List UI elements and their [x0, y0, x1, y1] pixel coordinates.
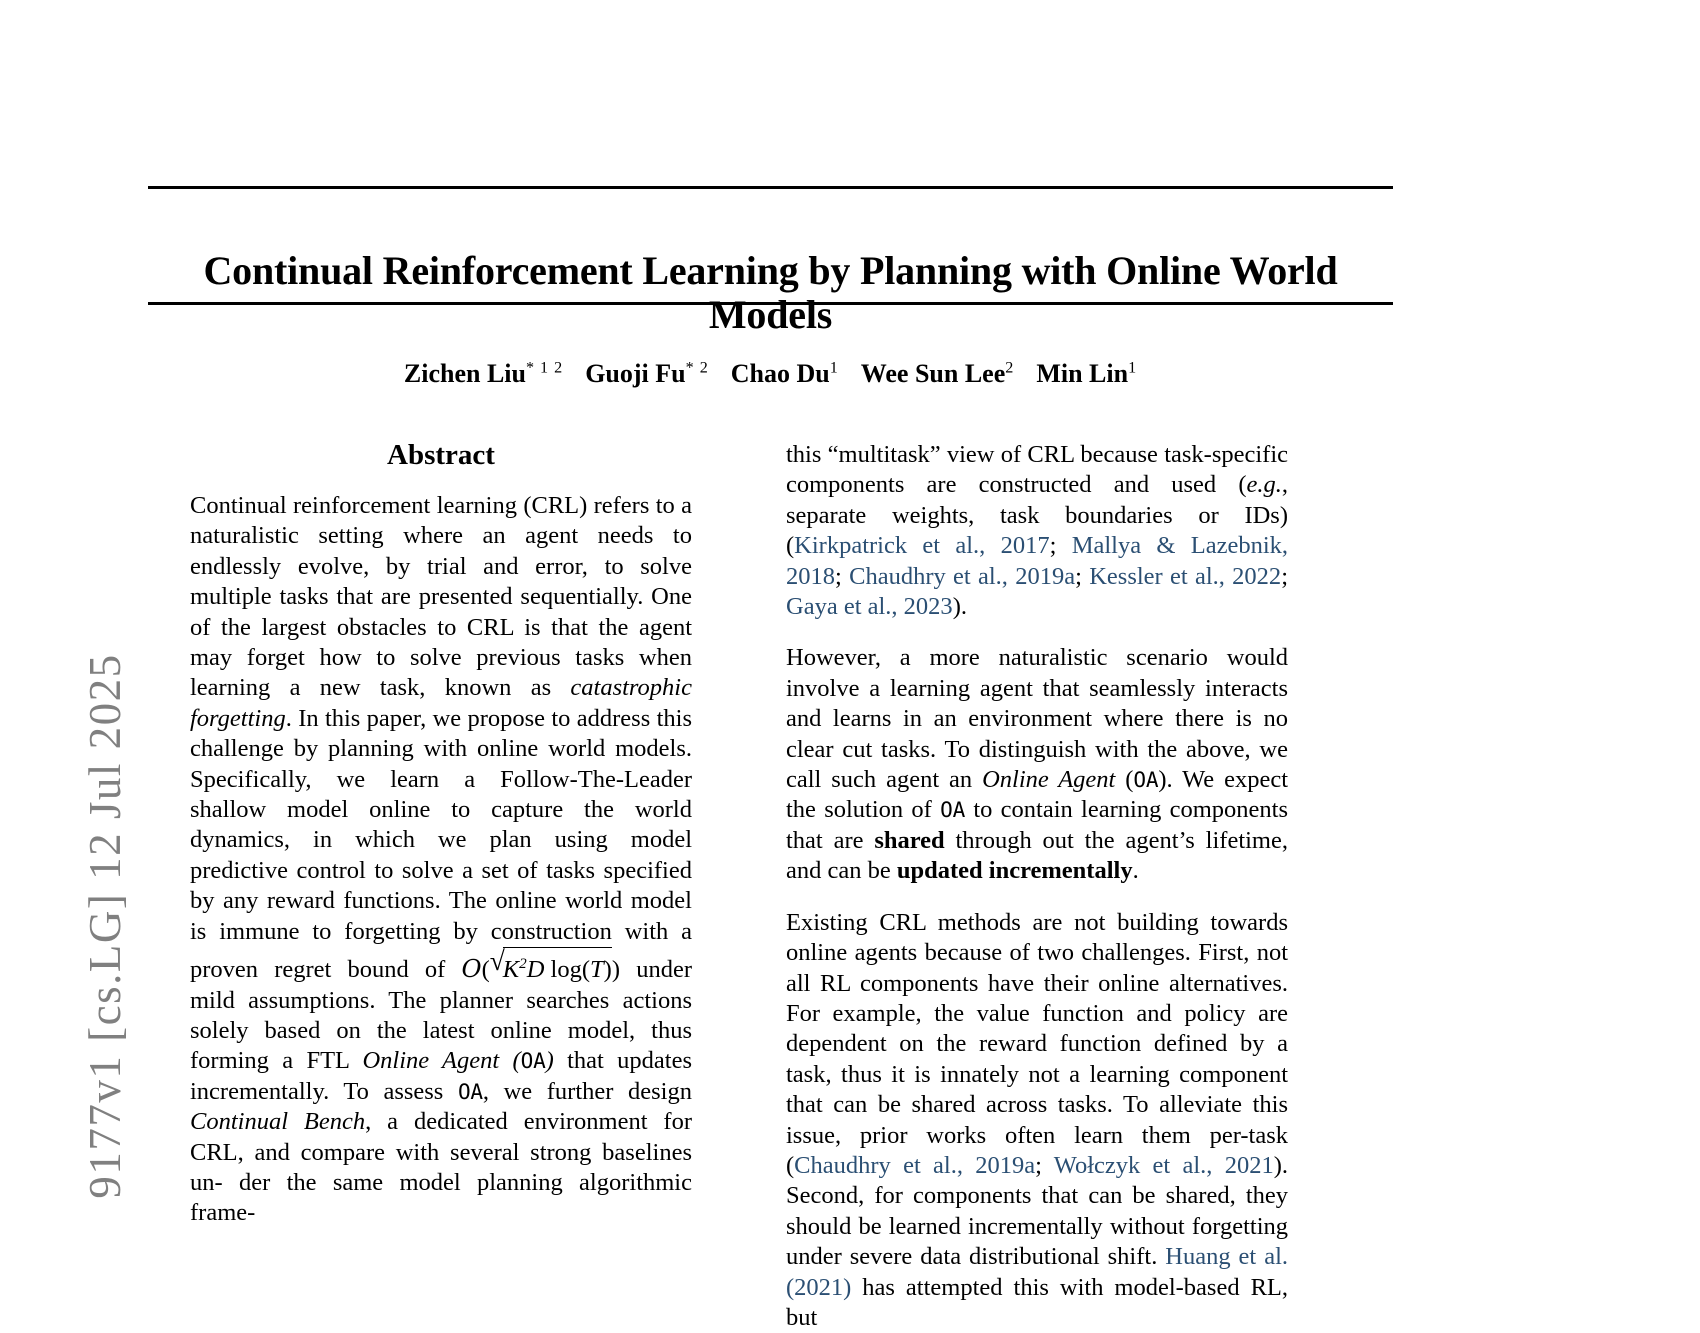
author-entry	[1036, 359, 1137, 388]
body-paragraph-3	[786, 908, 1288, 1333]
citation-link-chaudhry-2019a[interactable]: Chaudhry et al., 2019a	[849, 562, 1076, 590]
citation-link-wolczyk[interactable]: Wołczyk et al., 2021	[1053, 1151, 1274, 1179]
body-text-2a: However, a more naturalistic scenario would involve a learning agent that seamlessly interacts and learns in an environment where there is no clear cut tasks. To distinguish with the above, we call such agent an	[786, 644, 1288, 794]
abstract-emphasis-continual-bench: Continual Bench	[190, 1108, 366, 1136]
author-list	[148, 359, 1393, 389]
abstract-paragraph	[190, 491, 692, 1229]
title-rule-top	[148, 186, 1393, 189]
citation-link-kirkpatrick[interactable]: Kirkpatrick et al., 2017	[794, 532, 1050, 560]
abstract-heading: Abstract	[387, 439, 495, 471]
author-affiliation-marks: * 2	[685, 359, 709, 377]
arxiv-identifier-stamp: 9177v1 [cs.LG] 12 Jul 2025	[80, 653, 130, 1199]
abstract-text-g: , a dedicated environment for CRL, and compare with several strong baselines un-	[190, 1108, 692, 1196]
author-name: Guoji Fu	[585, 359, 686, 388]
body-text-2c: ). We expect the solution of	[786, 766, 1288, 824]
body-paragraph-1	[786, 440, 1288, 622]
body-emphasis-online-agent: Online Agent	[982, 766, 1116, 794]
body-text-2d: to contain learning components that are	[786, 796, 1288, 854]
author-name: Zichen Liu	[403, 359, 526, 388]
body-text-1c: ).	[952, 593, 967, 621]
body-bold-updated-incrementally: updated incrementally	[896, 857, 1133, 885]
citation-link-mallya-lazebnik[interactable]: Mallya & Lazebnik, 2018	[786, 532, 1289, 590]
author-affiliation-marks: 1	[829, 359, 839, 377]
abstract-token-oa-2: OA	[457, 1078, 483, 1104]
author-affiliation-marks: 1	[1128, 359, 1138, 377]
page-title: Continual Reinforcement Learning by Planning with Online World Models	[203, 247, 1338, 337]
body-text-2b: (	[1115, 766, 1134, 794]
author-name: Wee Sun Lee	[860, 359, 1006, 388]
author-affiliation-marks: * 1 2	[525, 359, 564, 377]
body-column	[786, 440, 1288, 1333]
citation-link-chaudhry-2019a-2[interactable]: Chaudhry et al., 2019a	[794, 1151, 1036, 1179]
abstract-text-b: . In this paper, we propose to address this challenge by planning with online world models. Specifically, we learn a Follow-The-Leader shallow model online to capture the world dynamics, in which we plan using model predictive control to solve a set of tasks specified by any reward functions. The online world model is immune to forgetting by construction with a proven regret bound of	[190, 704, 692, 984]
abstract-text-f: , we further design	[482, 1077, 692, 1105]
body-text-3b: ). Second, for components that can be shared, they should be learned incrementally without forgetting under severe data distributional shift.	[786, 1151, 1288, 1271]
author-affiliation-marks: 2	[1005, 359, 1015, 377]
author-entry	[404, 359, 563, 388]
author-entry	[585, 359, 709, 388]
body-text-2e: through out the agent’s lifetime, and can be	[786, 826, 1288, 885]
abstract-text-e: that updates incrementally. To assess	[190, 1047, 693, 1105]
body-text-1b: , separate weights, task boundaries or IDs) (	[786, 471, 1288, 560]
abstract-text-e-paren: )	[545, 1047, 554, 1075]
abstract-text-c: under mild assumptions. The planner searches actions solely based on the latest online model, thus forming a FTL	[190, 956, 692, 1075]
body-text-2f: .	[1132, 857, 1139, 885]
body-emphasis-eg: e.g.	[1246, 471, 1282, 499]
abstract-text-h: der the same model planning algorithmic frame-	[190, 1168, 692, 1227]
author-name: Chao Du	[730, 359, 830, 388]
citation-separator: ;	[1281, 562, 1288, 590]
body-token-oa-1: OA	[1133, 767, 1159, 793]
abstract-emphasis-catastrophic-forgetting: catastrophic forgetting	[190, 674, 692, 732]
abstract-text-a: Continual reinforcement learning (CRL) refers to a naturalistic setting where an agent needs to endlessly evolve, by trial and error, to solve multiple tasks that are presented sequentially. One of the largest obstacles to CRL is that the agent may forget how to solve previous tasks when learning a new task, known as	[190, 491, 692, 702]
citation-separator: ;	[1075, 562, 1090, 590]
author-entry	[861, 359, 1015, 388]
author-entry	[731, 359, 839, 388]
author-name: Min Lin	[1036, 359, 1129, 388]
citation-separator: ;	[1049, 532, 1072, 560]
body-text-3a: Existing CRL methods are not building towards online agents because of two challenges. First, not all RL components have their online alternatives. For example, the value function and policy are dependent on the reward function defined by a task, thus it is innately not a learning component that can be shared across tasks. To alleviate this issue, prior works often learn them per-task (	[786, 908, 1288, 1179]
abstract-column	[190, 440, 692, 1229]
title-rule-bottom	[148, 302, 1393, 305]
abstract-token-oa-1: OA	[520, 1048, 546, 1074]
citation-link-kessler[interactable]: Kessler et al., 2022	[1089, 562, 1282, 590]
body-bold-shared: shared	[874, 826, 945, 854]
body-token-oa-2: OA	[940, 797, 966, 823]
abstract-text-d: (	[499, 1047, 521, 1075]
body-paragraph-2	[786, 643, 1288, 886]
citation-link-huang[interactable]: Huang et al. (2021)	[786, 1243, 1288, 1301]
citation-separator: ;	[1035, 1151, 1054, 1179]
body-text-1a: this “multitask” view of CRL because task-specific components are constructed and used (	[786, 441, 1288, 499]
regret-bound-formula: O( √ $K^2D$ log(T))	[462, 956, 621, 983]
citation-link-gaya[interactable]: Gaya et al., 2023	[786, 593, 953, 621]
body-text-3c: has attempted this with model-based RL, but	[786, 1273, 1288, 1331]
abstract-emphasis-online-agent: Online Agent	[362, 1047, 500, 1075]
citation-separator: ;	[835, 562, 850, 590]
